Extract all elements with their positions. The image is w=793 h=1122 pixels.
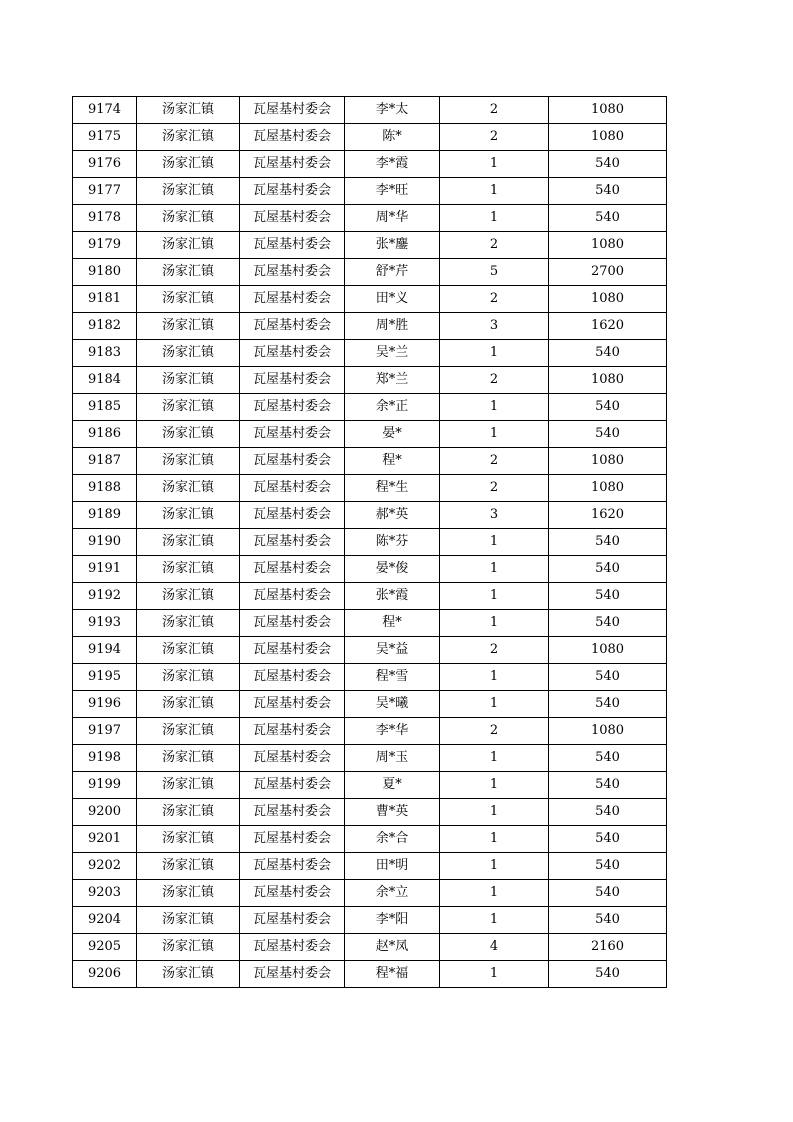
cell-serial-number: 9188 xyxy=(73,475,137,502)
cell-village-committee: 瓦屋基村委会 xyxy=(240,664,345,691)
table-row xyxy=(73,394,667,421)
cell-person-count: 1 xyxy=(440,178,549,205)
cell-village-committee: 瓦屋基村委会 xyxy=(240,151,345,178)
cell-serial-number: 9192 xyxy=(73,583,137,610)
cell-person-count: 3 xyxy=(440,502,549,529)
cell-village-committee: 瓦屋基村委会 xyxy=(240,583,345,610)
cell-amount: 540 xyxy=(549,880,667,907)
table-row xyxy=(73,475,667,502)
cell-person-count: 1 xyxy=(440,772,549,799)
cell-town: 汤家汇镇 xyxy=(137,610,240,637)
cell-village-committee: 瓦屋基村委会 xyxy=(240,934,345,961)
roster-table xyxy=(72,96,667,988)
cell-person-count: 1 xyxy=(440,556,549,583)
cell-serial-number: 9190 xyxy=(73,529,137,556)
cell-person-name: 舒*芹 xyxy=(345,259,440,286)
cell-person-count: 1 xyxy=(440,961,549,988)
cell-town: 汤家汇镇 xyxy=(137,745,240,772)
cell-town: 汤家汇镇 xyxy=(137,691,240,718)
table-row xyxy=(73,691,667,718)
table-row xyxy=(73,718,667,745)
cell-amount: 1080 xyxy=(549,97,667,124)
cell-amount: 540 xyxy=(549,178,667,205)
cell-serial-number: 9181 xyxy=(73,286,137,313)
cell-village-committee: 瓦屋基村委会 xyxy=(240,97,345,124)
cell-serial-number: 9202 xyxy=(73,853,137,880)
cell-serial-number: 9184 xyxy=(73,367,137,394)
table-row xyxy=(73,286,667,313)
cell-person-count: 3 xyxy=(440,313,549,340)
cell-person-name: 夏* xyxy=(345,772,440,799)
cell-village-committee: 瓦屋基村委会 xyxy=(240,718,345,745)
cell-town: 汤家汇镇 xyxy=(137,664,240,691)
cell-amount: 2700 xyxy=(549,259,667,286)
table-row xyxy=(73,907,667,934)
cell-person-count: 2 xyxy=(440,124,549,151)
cell-town: 汤家汇镇 xyxy=(137,340,240,367)
cell-amount: 540 xyxy=(549,799,667,826)
cell-village-committee: 瓦屋基村委会 xyxy=(240,880,345,907)
cell-amount: 1080 xyxy=(549,448,667,475)
cell-amount: 540 xyxy=(549,394,667,421)
cell-serial-number: 9183 xyxy=(73,340,137,367)
cell-amount: 1080 xyxy=(549,286,667,313)
cell-town: 汤家汇镇 xyxy=(137,502,240,529)
cell-village-committee: 瓦屋基村委会 xyxy=(240,799,345,826)
cell-amount: 1080 xyxy=(549,718,667,745)
cell-serial-number: 9178 xyxy=(73,205,137,232)
cell-town: 汤家汇镇 xyxy=(137,259,240,286)
table-row xyxy=(73,637,667,664)
cell-serial-number: 9203 xyxy=(73,880,137,907)
table-row xyxy=(73,259,667,286)
table-row xyxy=(73,313,667,340)
cell-village-committee: 瓦屋基村委会 xyxy=(240,124,345,151)
cell-village-committee: 瓦屋基村委会 xyxy=(240,340,345,367)
cell-amount: 540 xyxy=(549,205,667,232)
cell-person-name: 李*太 xyxy=(345,97,440,124)
cell-town: 汤家汇镇 xyxy=(137,826,240,853)
cell-person-name: 田*义 xyxy=(345,286,440,313)
cell-town: 汤家汇镇 xyxy=(137,637,240,664)
cell-village-committee: 瓦屋基村委会 xyxy=(240,178,345,205)
table-row xyxy=(73,367,667,394)
cell-person-name: 张*鏖 xyxy=(345,232,440,259)
table-row xyxy=(73,124,667,151)
cell-serial-number: 9201 xyxy=(73,826,137,853)
cell-person-count: 2 xyxy=(440,97,549,124)
cell-amount: 1620 xyxy=(549,313,667,340)
cell-amount: 1080 xyxy=(549,637,667,664)
cell-person-count: 1 xyxy=(440,205,549,232)
cell-person-name: 程* xyxy=(345,610,440,637)
cell-person-count: 1 xyxy=(440,394,549,421)
cell-person-name: 周*胜 xyxy=(345,313,440,340)
roster-table-body xyxy=(73,97,667,988)
cell-person-count: 1 xyxy=(440,826,549,853)
table-row xyxy=(73,232,667,259)
cell-village-committee: 瓦屋基村委会 xyxy=(240,421,345,448)
cell-amount: 540 xyxy=(549,151,667,178)
cell-person-name: 程*生 xyxy=(345,475,440,502)
cell-person-count: 1 xyxy=(440,421,549,448)
cell-town: 汤家汇镇 xyxy=(137,367,240,394)
cell-village-committee: 瓦屋基村委会 xyxy=(240,610,345,637)
cell-serial-number: 9186 xyxy=(73,421,137,448)
cell-person-name: 田*明 xyxy=(345,853,440,880)
cell-village-committee: 瓦屋基村委会 xyxy=(240,394,345,421)
cell-amount: 1080 xyxy=(549,475,667,502)
cell-serial-number: 9185 xyxy=(73,394,137,421)
cell-serial-number: 9199 xyxy=(73,772,137,799)
cell-person-name: 程*雪 xyxy=(345,664,440,691)
cell-person-name: 张*霞 xyxy=(345,583,440,610)
cell-person-name: 吴*益 xyxy=(345,637,440,664)
cell-amount: 540 xyxy=(549,421,667,448)
cell-town: 汤家汇镇 xyxy=(137,421,240,448)
table-row xyxy=(73,826,667,853)
cell-amount: 540 xyxy=(549,664,667,691)
cell-village-committee: 瓦屋基村委会 xyxy=(240,502,345,529)
cell-person-name: 晏* xyxy=(345,421,440,448)
cell-amount: 540 xyxy=(549,610,667,637)
cell-person-count: 1 xyxy=(440,583,549,610)
table-row xyxy=(73,610,667,637)
table-row xyxy=(73,664,667,691)
cell-town: 汤家汇镇 xyxy=(137,556,240,583)
cell-town: 汤家汇镇 xyxy=(137,907,240,934)
cell-amount: 1080 xyxy=(549,367,667,394)
table-row xyxy=(73,556,667,583)
cell-serial-number: 9206 xyxy=(73,961,137,988)
cell-village-committee: 瓦屋基村委会 xyxy=(240,259,345,286)
cell-amount: 540 xyxy=(549,853,667,880)
cell-town: 汤家汇镇 xyxy=(137,394,240,421)
cell-person-name: 吴*兰 xyxy=(345,340,440,367)
cell-person-name: 余*合 xyxy=(345,826,440,853)
cell-town: 汤家汇镇 xyxy=(137,880,240,907)
table-row xyxy=(73,421,667,448)
cell-serial-number: 9204 xyxy=(73,907,137,934)
cell-town: 汤家汇镇 xyxy=(137,799,240,826)
cell-person-count: 1 xyxy=(440,664,549,691)
cell-person-name: 晏*俊 xyxy=(345,556,440,583)
cell-serial-number: 9180 xyxy=(73,259,137,286)
cell-person-count: 2 xyxy=(440,286,549,313)
table-row xyxy=(73,205,667,232)
table-row xyxy=(73,880,667,907)
cell-village-committee: 瓦屋基村委会 xyxy=(240,907,345,934)
cell-amount: 1620 xyxy=(549,502,667,529)
table-row xyxy=(73,502,667,529)
cell-town: 汤家汇镇 xyxy=(137,205,240,232)
cell-town: 汤家汇镇 xyxy=(137,583,240,610)
cell-town: 汤家汇镇 xyxy=(137,961,240,988)
cell-village-committee: 瓦屋基村委会 xyxy=(240,529,345,556)
cell-serial-number: 9200 xyxy=(73,799,137,826)
table-row xyxy=(73,151,667,178)
table-row xyxy=(73,340,667,367)
cell-person-name: 周*华 xyxy=(345,205,440,232)
cell-serial-number: 9189 xyxy=(73,502,137,529)
cell-village-committee: 瓦屋基村委会 xyxy=(240,637,345,664)
cell-town: 汤家汇镇 xyxy=(137,178,240,205)
table-row xyxy=(73,178,667,205)
cell-amount: 1080 xyxy=(549,124,667,151)
cell-serial-number: 9205 xyxy=(73,934,137,961)
cell-serial-number: 9193 xyxy=(73,610,137,637)
cell-amount: 2160 xyxy=(549,934,667,961)
table-row xyxy=(73,772,667,799)
cell-person-count: 1 xyxy=(440,907,549,934)
cell-amount: 540 xyxy=(549,583,667,610)
cell-person-name: 李*华 xyxy=(345,718,440,745)
cell-town: 汤家汇镇 xyxy=(137,934,240,961)
cell-town: 汤家汇镇 xyxy=(137,151,240,178)
table-row xyxy=(73,745,667,772)
cell-village-committee: 瓦屋基村委会 xyxy=(240,961,345,988)
cell-town: 汤家汇镇 xyxy=(137,286,240,313)
table-row xyxy=(73,529,667,556)
cell-serial-number: 9197 xyxy=(73,718,137,745)
cell-serial-number: 9177 xyxy=(73,178,137,205)
cell-person-count: 1 xyxy=(440,799,549,826)
cell-serial-number: 9194 xyxy=(73,637,137,664)
cell-serial-number: 9195 xyxy=(73,664,137,691)
cell-village-committee: 瓦屋基村委会 xyxy=(240,367,345,394)
cell-serial-number: 9174 xyxy=(73,97,137,124)
cell-person-count: 1 xyxy=(440,529,549,556)
cell-person-count: 1 xyxy=(440,745,549,772)
cell-person-name: 赵*凤 xyxy=(345,934,440,961)
cell-serial-number: 9175 xyxy=(73,124,137,151)
cell-person-count: 4 xyxy=(440,934,549,961)
cell-amount: 540 xyxy=(549,772,667,799)
cell-person-name: 余*正 xyxy=(345,394,440,421)
cell-village-committee: 瓦屋基村委会 xyxy=(240,691,345,718)
cell-serial-number: 9176 xyxy=(73,151,137,178)
cell-person-count: 2 xyxy=(440,475,549,502)
table-row xyxy=(73,97,667,124)
cell-village-committee: 瓦屋基村委会 xyxy=(240,475,345,502)
cell-serial-number: 9198 xyxy=(73,745,137,772)
cell-village-committee: 瓦屋基村委会 xyxy=(240,286,345,313)
cell-person-name: 余*立 xyxy=(345,880,440,907)
cell-person-name: 李*旺 xyxy=(345,178,440,205)
cell-serial-number: 9182 xyxy=(73,313,137,340)
cell-person-count: 1 xyxy=(440,340,549,367)
cell-person-name: 陈* xyxy=(345,124,440,151)
cell-person-count: 2 xyxy=(440,637,549,664)
cell-town: 汤家汇镇 xyxy=(137,97,240,124)
cell-amount: 540 xyxy=(549,826,667,853)
cell-person-name: 程* xyxy=(345,448,440,475)
cell-village-committee: 瓦屋基村委会 xyxy=(240,448,345,475)
cell-village-committee: 瓦屋基村委会 xyxy=(240,772,345,799)
cell-amount: 540 xyxy=(549,961,667,988)
cell-village-committee: 瓦屋基村委会 xyxy=(240,313,345,340)
cell-town: 汤家汇镇 xyxy=(137,448,240,475)
table-row xyxy=(73,583,667,610)
cell-village-committee: 瓦屋基村委会 xyxy=(240,556,345,583)
cell-person-name: 曹*英 xyxy=(345,799,440,826)
cell-town: 汤家汇镇 xyxy=(137,313,240,340)
table-row xyxy=(73,799,667,826)
cell-person-count: 1 xyxy=(440,151,549,178)
cell-person-name: 李*阳 xyxy=(345,907,440,934)
table-row xyxy=(73,934,667,961)
cell-town: 汤家汇镇 xyxy=(137,772,240,799)
cell-serial-number: 9179 xyxy=(73,232,137,259)
cell-town: 汤家汇镇 xyxy=(137,124,240,151)
cell-person-count: 2 xyxy=(440,367,549,394)
cell-serial-number: 9191 xyxy=(73,556,137,583)
cell-village-committee: 瓦屋基村委会 xyxy=(240,745,345,772)
cell-person-count: 1 xyxy=(440,880,549,907)
cell-town: 汤家汇镇 xyxy=(137,718,240,745)
cell-person-count: 2 xyxy=(440,448,549,475)
cell-town: 汤家汇镇 xyxy=(137,529,240,556)
cell-person-name: 郑*兰 xyxy=(345,367,440,394)
cell-village-committee: 瓦屋基村委会 xyxy=(240,853,345,880)
cell-person-name: 陈*芬 xyxy=(345,529,440,556)
cell-person-count: 1 xyxy=(440,691,549,718)
cell-amount: 1080 xyxy=(549,232,667,259)
cell-village-committee: 瓦屋基村委会 xyxy=(240,205,345,232)
cell-person-name: 郝*英 xyxy=(345,502,440,529)
cell-person-count: 5 xyxy=(440,259,549,286)
cell-person-count: 1 xyxy=(440,853,549,880)
cell-town: 汤家汇镇 xyxy=(137,232,240,259)
cell-person-count: 2 xyxy=(440,718,549,745)
cell-village-committee: 瓦屋基村委会 xyxy=(240,232,345,259)
cell-person-count: 1 xyxy=(440,610,549,637)
cell-amount: 540 xyxy=(549,691,667,718)
cell-serial-number: 9187 xyxy=(73,448,137,475)
cell-person-name: 程*福 xyxy=(345,961,440,988)
cell-amount: 540 xyxy=(549,745,667,772)
table-row xyxy=(73,448,667,475)
cell-town: 汤家汇镇 xyxy=(137,475,240,502)
cell-village-committee: 瓦屋基村委会 xyxy=(240,826,345,853)
cell-person-name: 周*玉 xyxy=(345,745,440,772)
cell-town: 汤家汇镇 xyxy=(137,853,240,880)
cell-amount: 540 xyxy=(549,907,667,934)
cell-amount: 540 xyxy=(549,556,667,583)
table-row xyxy=(73,961,667,988)
cell-person-name: 吴*曦 xyxy=(345,691,440,718)
table-row xyxy=(73,853,667,880)
cell-person-name: 李*霞 xyxy=(345,151,440,178)
cell-serial-number: 9196 xyxy=(73,691,137,718)
cell-amount: 540 xyxy=(549,340,667,367)
cell-amount: 540 xyxy=(549,529,667,556)
cell-person-count: 2 xyxy=(440,232,549,259)
